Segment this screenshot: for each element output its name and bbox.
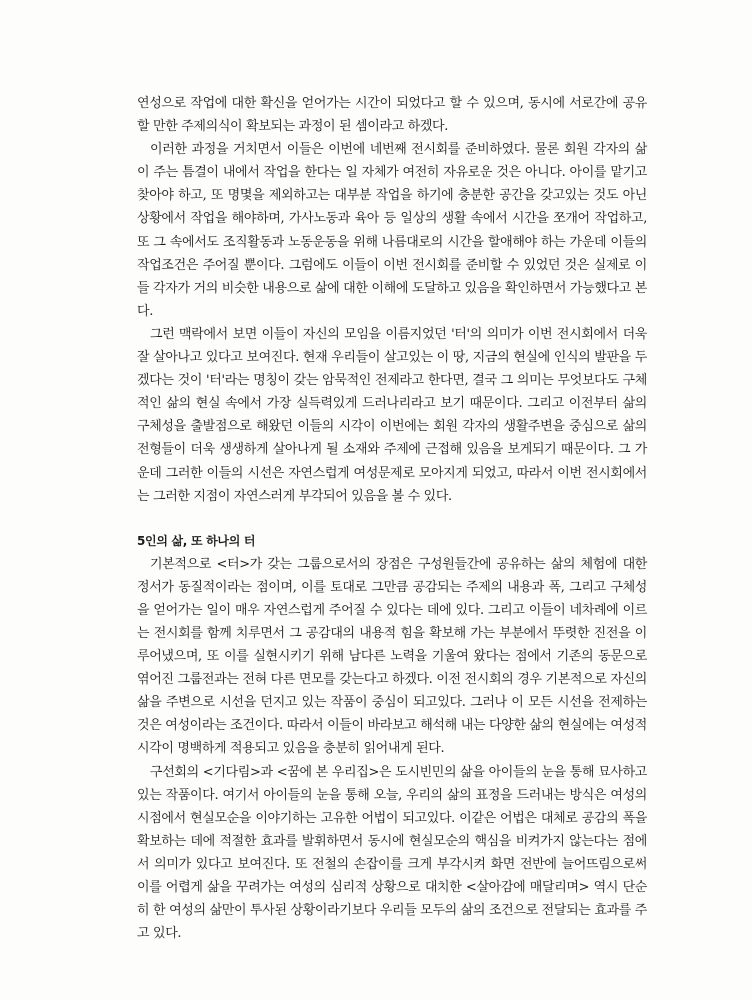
paragraph: 구선회의 <기다림>과 <꿈에 본 우리집>은 도시빈민의 삶을 아이들의 눈을 통해 묘사하고 있는 작품이다. 여기서 아이들의 눈을 통해 오늘, 우리의 삶의 표정을 드러내는 방식은 여성의 시점에서 현실모순을 이야기하는 고유한 어법이 되고있다. 이같은 어법은 대체로 공감의 폭을 확보하는 데에 적절한 효과를 발휘하면서 동시에 현실모순의 핵심을 비켜가지 않는다는 점에서 의미가 있다고 보여진다. 또 전철의 손잡이를 크게 부각시켜 화면 전반에 늘어뜨림으로써 이를 어렵게 삶을 꾸려가는 여성의 심리적 상황으로 대치한 <살아감에 매달리며> 역시 단순히 한 여성의 삶만이 투사된 상황이라기보다 우리들 모두의 삶의 조건으로 전달되는 효과를 주고 있다. [137, 764, 647, 942]
article-body [137, 92, 647, 945]
paragraph: 그런 맥락에서 보면 이들이 자신의 모임을 이름지었던 '터'의 의미가 이번 전시회에서 더욱 잘 살아나고 있다고 보여진다. 현재 우리들이 살고있는 이 땅, 지금의 현실에 인식의 발판을 두겠다는 것이 '터'라는 명칭이 갖는 암묵적인 전제라고 한다면, 결국 그 의미는 무엇보다도 구체적인 삶의 현실 속에서 가장 실득력있게 드러나리라고 보기 때문이다. 그리고 이전부터 삶의 구체성을 출발점으로 해왔던 이들의 시각이 이번에는 회원 각자의 생활주변을 중심으로 삶의 전형들이 더욱 생생하게 살아나게 될 소재와 주제에 근접해 있음을 보게되기 때문이다. 그 가운데 그러한 이들의 시선은 자연스럽게 여성문제로 모아지게 되었고, 따라서 이번 전시회에서는 그러한 지점이 자연스러게 부각되어 있음을 볼 수 있다. [137, 326, 647, 504]
paragraph: 연성으로 작업에 대한 확신을 얻어가는 시간이 되었다고 할 수 있으며, 동시에 서로간에 공유할 만한 주제의식이 확보되는 과정이 된 셈이라고 하겠다. [137, 96, 647, 135]
paragraph: 기본적으로 <터>가 갖는 그룹으로서의 장점은 구성원들간에 공유하는 삶의 체험에 대한 정서가 동질적이라는 점이며, 이를 토대로 그만큼 공감되는 주제의 내용과 폭, 그리고 구체성을 얻어가는 일이 매우 자연스럽게 주어질 수 있다는 데에 있다. 그리고 이들이 네차례에 이르는 전시회를 함께 치루면서 그 공감대의 내용적 힘을 확보해 가는 부분에서 뚜렷한 진전을 이루어냈으며, 또 이를 실현시키기 위해 남다른 노력을 기울여 왔다는 점에서 기존의 동문으로 엮어진 그룹전과는 전혀 다른 면모를 갖는다고 하겠다. 이전 전시회의 경우 기본적으로 자신의 삶을 주변으로 시선을 던지고 있는 작품이 중심이 되고있다. 그러나 이 모든 시선을 전제하는 것은 여성이라는 조건이다. 따라서 이들이 바라보고 해석해 내는 다양한 삶의 현실에는 여성적 시각이 명백하게 적용되고 있음을 충분히 읽어내게 된다. [137, 556, 647, 757]
section-heading: 5인의 삶, 또 하나의 터 [137, 533, 256, 548]
paragraph: 이러한 과정을 거치면서 이들은 이번에 네번째 전시회를 준비하였다. 물론 회원 각자의 삶이 주는 틈결이 내에서 작업을 한다는 일 자체가 여전히 자유로운 것은 아니다. 아이를 맡기고 찾아야 하고, 또 명몇을 제외하고는 대부분 작업을 하기에 충분한 공간을 갖고있는 것도 아닌 상황에서 작업을 해야하며, 가사노동과 육아 등 일상의 생활 속에서 시간을 쪼개어 작업하고, 또 그 속에서도 조직활동과 노동운동을 위해 나름대로의 시간을 할애해야 하는 가운데 이들의 작업조건은 주어질 뿐이다. 그럼에도 이들이 이번 전시회를 준비할 수 있었던 것은 실제로 이들 각자가 거의 비슷한 내용으로 삶에 대한 이해에 도달하고 있음을 확인하면서 가능했다고 본다. [137, 142, 647, 319]
